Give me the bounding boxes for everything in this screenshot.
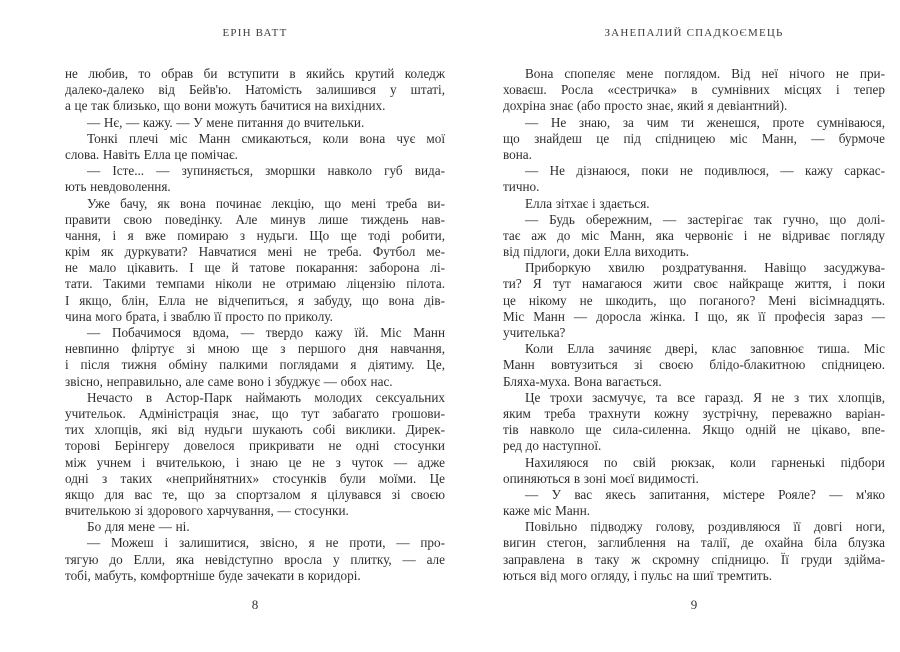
text-line: чина мого брата, і зваблю її просто по приколу. <box>65 308 333 324</box>
text-line: ють невдоволення. <box>65 179 171 195</box>
text-line: звісно, неправильно, але саме воно і збуджує — обох нас. <box>65 373 393 389</box>
text-line: тів навколо ще сила-силенна. Якщо одній не цікаво, впе- <box>503 422 885 438</box>
text-line: — Нє, — кажу. — У мене питання до вчительки. <box>87 114 365 130</box>
text-line: не мало цікавить. І ще й татове покарання: заборона лі- <box>65 260 445 276</box>
text-line: Приборкую хвилю роздратування. Навіщо засуджува- <box>525 260 885 276</box>
text-line: невпинно фліртує зі мною ще з першого дня навчання, <box>65 341 445 357</box>
text-line: учителька? <box>503 325 566 340</box>
text-line: — Істе... — зупиняється, зморшки навколо губ вида- <box>87 163 445 179</box>
text-line: що знайдеш це під спідницею міс Манн, — бурмоче <box>503 130 885 146</box>
running-head-author: ЕРІН ВАТТ <box>222 27 288 39</box>
text-line: від підлоги, доки Елла виходить. <box>503 244 690 260</box>
text-line: тих хлопців, які від нудьги шукають собі виклики. Дирек- <box>65 422 445 438</box>
text-line: — Не знаю, за чим ти женешся, проте сумніваюся, <box>525 114 885 130</box>
text-line: тає аж до міс Манн, яка червоніє і не відриває погляду <box>503 227 885 243</box>
page-right-text <box>503 66 885 584</box>
text-line: слова. Навіть Елла це помічає. <box>65 146 238 162</box>
text-line: ються від мого огляду, і пульс на шиї тремтить. <box>503 567 773 583</box>
text-line: Бляха-муха. Вона вагається. <box>503 373 662 389</box>
text-line: вигин стегон, заглиблення на талії, де охайна біла блузка <box>503 535 885 551</box>
text-line: І якщо, блін, Елла не відчепиться, я забуду, що вона дів- <box>65 292 445 308</box>
page-left <box>65 0 445 652</box>
page-number-right: 9 <box>690 597 698 612</box>
text-line: одні з таких «неприйнятних» стосунків були моїми. Це <box>65 470 445 486</box>
text-line: — Побачимося вдома, — твердо кажу їй. Міс Манн <box>87 325 445 340</box>
text-line: Повільно підводжу голову, роздивляюся її довгі ноги, <box>525 519 885 535</box>
text-line: тично. <box>503 179 540 195</box>
text-line: Уже бачу, як вона починає лекцію, що мені треба ви- <box>87 195 445 211</box>
text-line: Нечасто в Астор-Парк наймають молодих сексуальних <box>87 389 445 405</box>
text-line: вчителькою зі здорового харчування, — стосунки. <box>65 503 349 519</box>
text-line: Нахиляюся по свій рюкзак, коли гарненькі підбори <box>525 454 885 470</box>
text-line: тобі, мабуть, комфортніше буде зачекати в коридорі. <box>65 567 361 583</box>
text-line: ред до наступної. <box>503 438 602 454</box>
text-line: Міс Манн — доросла жінка. І що, як її професія зараз — <box>503 308 885 324</box>
page-right <box>503 0 885 652</box>
text-line: — У вас якесь запитання, містере Рояле? — м'яко <box>525 486 885 502</box>
text-line: учительок. Адміністрація знає, що тут забагато грошови- <box>65 405 445 421</box>
text-line: яким треба трахнути кожну зустрічну, переважно варіан- <box>503 405 885 421</box>
text-line: тати. Такими темпами ніколи не отримаю ліцензію пілота. <box>65 276 445 292</box>
text-line: ти? Я тут намагаюся жити своє найкраще життя, і поки <box>503 276 885 292</box>
text-line: Елла зітхає і здається. <box>525 195 650 211</box>
text-line: правити свою поведінку. Але минув лише тиждень нав- <box>65 211 445 227</box>
text-line: Бо для мене — ні. <box>87 519 190 535</box>
text-line: дохріна знає (або просто знає, який я девіантний). <box>503 98 788 114</box>
text-line: — Будь обережним, — застерігає так гучно, що долі- <box>525 211 885 227</box>
text-line: між учнем і вчителькою, і знаю це не з чуток — адже <box>65 454 445 470</box>
text-line: Коли Елла зачиняє двері, клас заповнює тиша. Міс <box>525 341 885 357</box>
text-line: якщо для вас те, що за спортзалом я цілувався зі своєю <box>65 486 445 502</box>
text-line: Вона спопеляє мене поглядом. Від неї нічого не при- <box>525 66 885 81</box>
text-line: вона. <box>503 146 532 162</box>
page-number-left: 8 <box>251 597 259 612</box>
text-line: опиняються в зоні моєї видимості. <box>503 470 699 486</box>
text-line: — Не дізнаюся, поки не подивлюся, — кажу саркас- <box>525 163 885 179</box>
text-line: крім як дуркувати? Навчатися мені не треба. Футбол ме- <box>65 244 445 260</box>
text-line: ховаєш. Росла «сестричка» в сумнівних місцях і тепер <box>503 82 885 98</box>
text-line: Це трохи засмучує, та все гаразд. Я не з тих хлопців, <box>525 389 885 405</box>
text-line: Тонкі плечі міс Манн смикаються, коли вона чує мої <box>87 130 445 146</box>
text-line: чання, і я вже помираю з нудьги. Що ще тоді робити, <box>65 227 445 243</box>
text-line: торові Берінгеру довелося прикривати не одні стосунки <box>65 438 445 454</box>
text-line: тягую до Елли, яка невідступно вросла у плитку, — але <box>65 551 445 567</box>
text-line: каже міс Манн. <box>503 503 591 519</box>
text-line: далеко-далеко від Бейв'ю. Натомість залишився у штаті, <box>65 82 445 98</box>
text-line: — Можеш і залишитися, звісно, я не проти, — про- <box>87 535 445 551</box>
running-head-title: ЗАНЕПАЛИЙ СПАДКОЄМЕЦЬ <box>604 27 784 39</box>
text-line: і після тижня обміну палкими поглядами я діятиму. Це, <box>65 357 445 373</box>
page-left-text <box>65 66 445 584</box>
text-line: Манн вовтузиться зі своєю блідо-блакитною спідницею. <box>503 357 885 373</box>
text-line: заправлена в таку ж скромну спідницю. Її груди здійма- <box>503 551 885 567</box>
text-line: не любив, то обрав би вступити в якийсь крутий коледж <box>65 66 445 81</box>
text-line: це нікому не шкодить, що поганого? Мені вісімнадцять. <box>503 292 885 308</box>
text-line: а це так близько, що вони можуть бачитися на вихідних. <box>65 98 386 114</box>
